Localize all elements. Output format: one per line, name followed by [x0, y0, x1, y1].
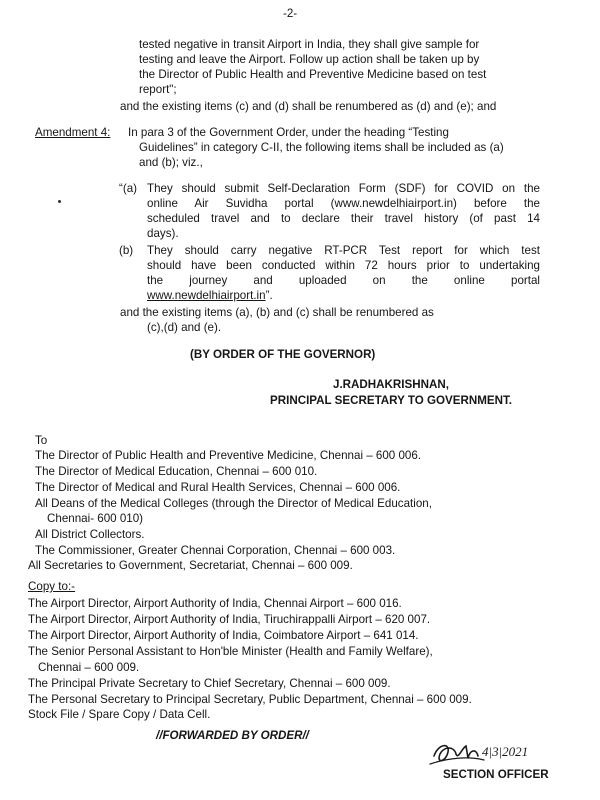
- amendment-text: and (b); viz.,: [139, 156, 203, 169]
- forwarded-line: //FORWARDED BY ORDER//: [156, 729, 309, 742]
- amendment-heading: Amendment 4:: [35, 126, 111, 139]
- stray-mark: [58, 200, 61, 203]
- item-text: the journey and uploaded on the online portal: [147, 274, 540, 287]
- portal-link[interactable]: www.newdelhiairport.in: [147, 289, 266, 302]
- copy-line: The Airport Director, Airport Authority of India, Coimbatore Airport – 641 014.: [28, 629, 419, 642]
- section-officer: SECTION OFFICER: [443, 768, 549, 781]
- continuation-line: the Director of Public Health and Preventive Medicine based on test: [139, 68, 487, 81]
- recipient-line: All Deans of the Medical Colleges (through the Director of Medical Education,: [35, 497, 432, 510]
- item-text: days).: [147, 227, 179, 240]
- recipient-line: The Director of Medical and Rural Health Services, Chennai – 600 006.: [35, 481, 401, 494]
- copy-line: The Airport Director, Airport Authority of India, Chennai Airport – 600 016.: [28, 597, 402, 610]
- item-text: They should carry negative RT-PCR Test report for which test: [147, 244, 540, 257]
- continuation-line: tested negative in transit Airport in India, they shall give sample for: [139, 38, 480, 51]
- item-text: They should submit Self-Declaration Form (SDF) for COVID on the: [147, 182, 540, 195]
- item-label: (b): [119, 244, 134, 257]
- recipient-line: The Director of Medical Education, Chennai – 600 010.: [35, 465, 318, 478]
- item-text: [147, 288, 273, 303]
- signatory-title: PRINCIPAL SECRETARY TO GOVERNMENT.: [270, 394, 512, 407]
- to-heading: To: [35, 434, 48, 447]
- recipient-line: All Secretaries to Government, Secretariat, Chennai – 600 009.: [28, 559, 353, 572]
- copy-line: The Personal Secretary to Principal Secretary, Public Department, Chennai – 600 009.: [28, 693, 472, 706]
- signature-date: 4|3|2021: [482, 744, 529, 759]
- copy-line: The Principal Private Secretary to Chief Secretary, Chennai – 600 009.: [28, 677, 391, 690]
- copy-to-heading: Copy to:-: [28, 580, 76, 593]
- item-text: should have been conducted within 72 hours prior to undertaking: [147, 259, 540, 272]
- continuation-line: testing and leave the Airport. Follow up action shall be taken up by: [139, 53, 480, 66]
- page-number: -2-: [283, 7, 298, 20]
- item-text: online Air Suvidha portal (www.newdelhiairport.in) before the: [147, 197, 540, 210]
- renumber-clause: (c),(d) and (e).: [147, 321, 222, 334]
- signature-image: [428, 734, 560, 768]
- amendment-text: In para 3 of the Government Order, under the heading “Testing: [128, 126, 449, 139]
- recipient-line: The Commissioner, Greater Chennai Corporation, Chennai – 600 003.: [35, 544, 396, 557]
- copy-line: The Senior Personal Assistant to Hon'ble Minister (Health and Family Welfare),: [28, 645, 433, 658]
- order-line: (BY ORDER OF THE GOVERNOR): [190, 348, 376, 361]
- item-text: scheduled travel and to declare their travel history (of past 14: [147, 212, 540, 225]
- recipient-line: Chennai- 600 010): [47, 512, 144, 525]
- quote-close: ”.: [265, 289, 273, 302]
- signatory-name: J.RADHAKRISHNAN,: [333, 378, 449, 391]
- copy-line: Stock File / Spare Copy / Data Cell.: [28, 708, 211, 721]
- renumber-clause: and the existing items (c) and (d) shall be renumbered as (d) and (e); and: [120, 100, 497, 113]
- amendment-text: Guidelines” in category C-II, the following items shall be included as (a): [139, 141, 504, 154]
- continuation-line: report";: [139, 83, 177, 96]
- renumber-clause: and the existing items (a), (b) and (c) shall be renumbered as: [120, 306, 434, 319]
- item-label: “(a): [119, 182, 138, 195]
- recipient-line: All District Collectors.: [35, 528, 145, 541]
- copy-line: The Airport Director, Airport Authority of India, Tiruchirappalli Airport – 620 007.: [28, 613, 431, 626]
- copy-line: Chennai – 600 009.: [38, 661, 140, 674]
- recipient-line: The Director of Public Health and Preventive Medicine, Chennai – 600 006.: [35, 449, 422, 462]
